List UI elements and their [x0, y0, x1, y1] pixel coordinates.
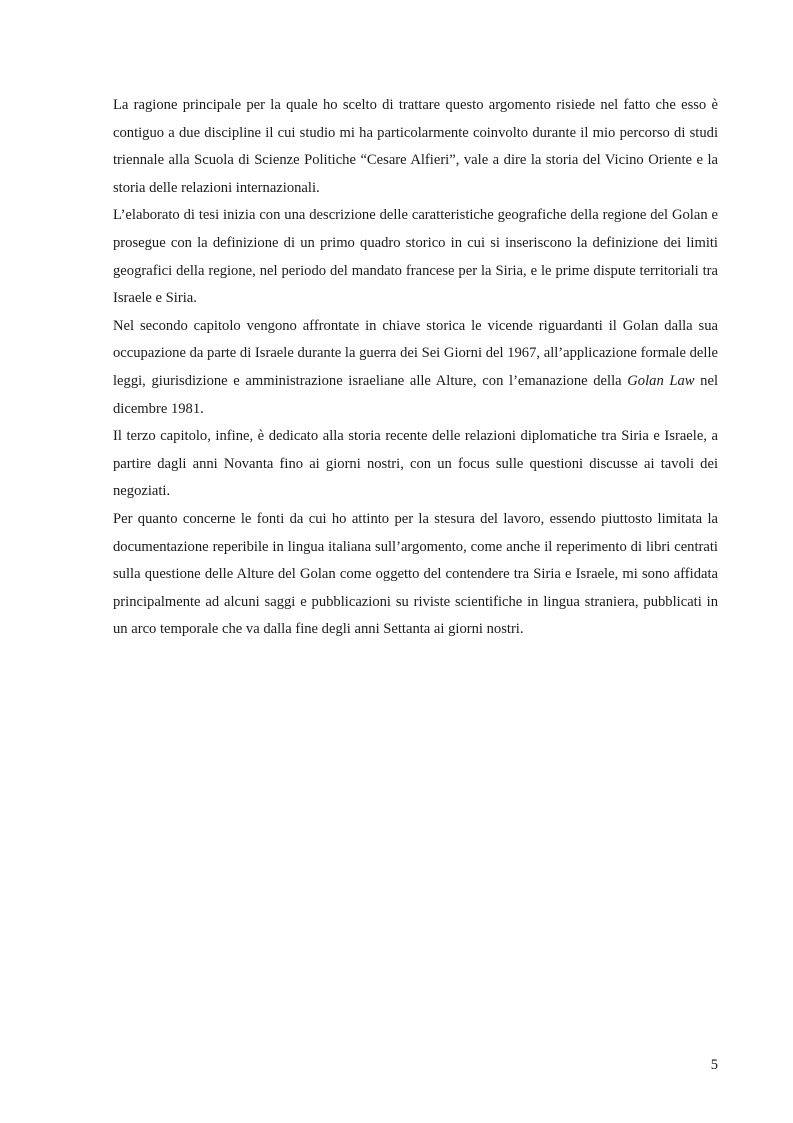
paragraph-5: Per quanto concerne le fonti da cui ho attinto per la stesura del lavoro, essendo piuttosto limitata la documentazione reperibile in lingua italiana sull’argomento, come anche il reperimento di libri centrati sulla questione delle Alture del Golan come oggetto del contendere tra Siria e Israele, mi sono affidata principalmente ad alcuni saggi e pubblicazioni su riviste scientifiche in lingua straniera, pubblicati in un arco temporale che va dalla fine degli anni Settanta ai giorni nostri.	[113, 510, 718, 638]
paragraph-3-part-2: nel dicembre 1981.	[113, 372, 718, 417]
paragraph-3	[113, 313, 718, 423]
golan-law-italic: Golan Law	[627, 372, 695, 389]
page-number: 5	[710, 1057, 718, 1073]
paragraph-2: L’elaborato di tesi inizia con una descrizione delle caratteristiche geografiche della regione del Golan e prosegue con la definizione di un primo quadro storico in cui si inseriscono la definizione dei limiti geografici della regione, nel periodo del mandato francese per la Siria, e le prime dispute territoriali tra Israele e Siria.	[113, 207, 718, 307]
paragraph-4: Il terzo capitolo, infine, è dedicato alla storia recente delle relazioni diplomatiche tra Siria e Israele, a partire dagli anni Novanta fino ai giorni nostri, con un focus sulle questioni discusse ai tavoli dei negoziati.	[113, 428, 718, 500]
body-text	[113, 92, 718, 644]
paragraph-1: La ragione principale per la quale ho scelto di trattare questo argomento risiede nel fatto che esso è contiguo a due discipline il cui studio mi ha particolarmente coinvolto durante il mio percorso di studi triennale alla Scuola di Scienze Politiche “Cesare Alfieri”, vale a dire la storia del Vicino Oriente e la storia delle relazioni internazionali.	[113, 97, 718, 196]
paragraph-3-part-1: Nel secondo capitolo vengono affrontate in chiave storica le vicende riguardanti il Golan dalla sua occupazione da parte di Israele durante la guerra dei Sei Giorni del 1967, all’applicazione formale delle leggi, giurisdizione e amministrazione israeliane alle Alture, con l’emanazione della	[113, 317, 718, 389]
